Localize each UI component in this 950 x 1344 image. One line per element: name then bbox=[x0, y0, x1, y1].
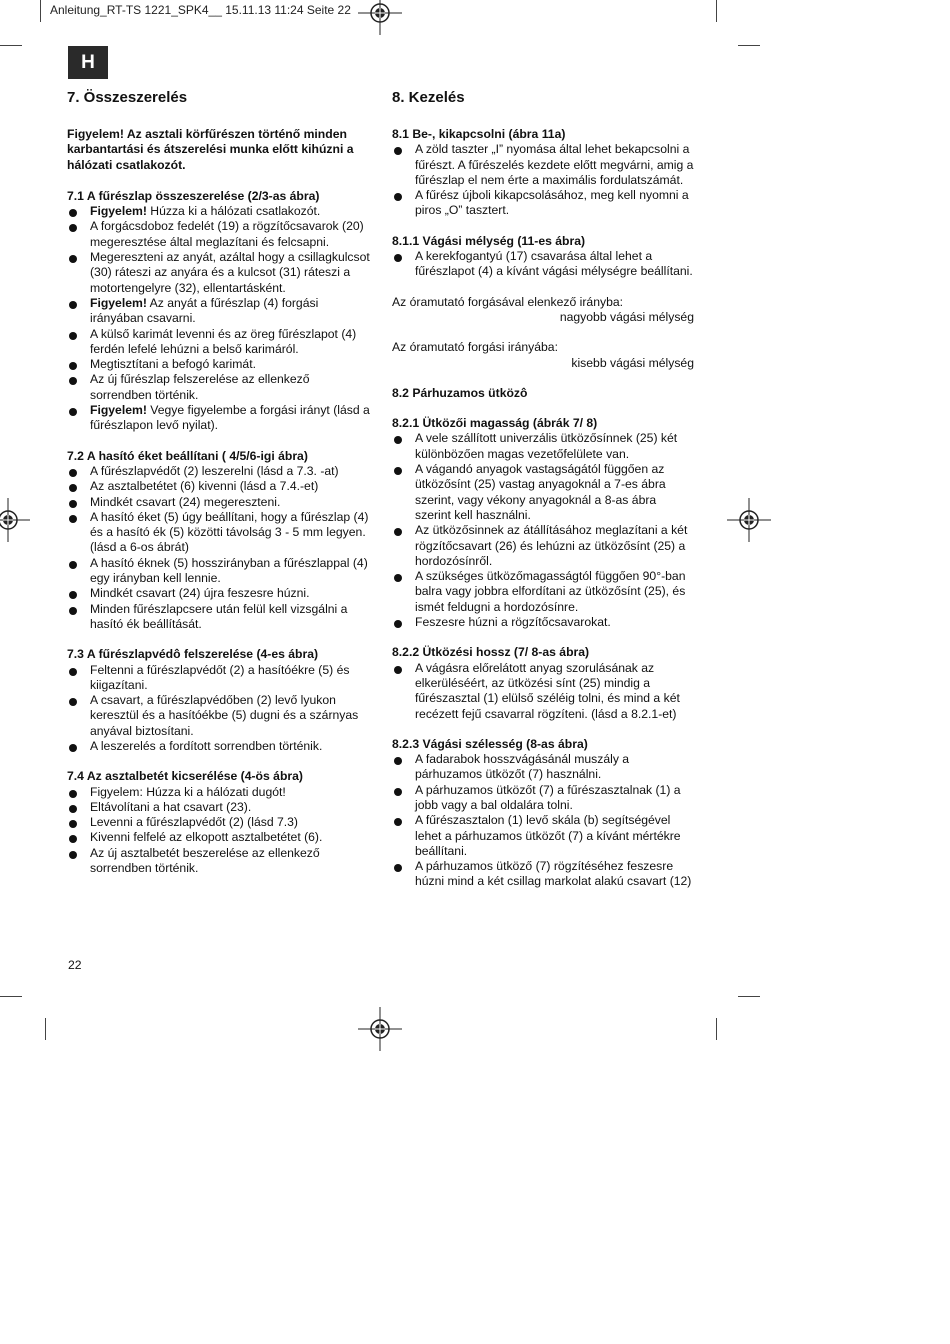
bullet-icon bbox=[69, 805, 77, 813]
bullet-icon bbox=[394, 788, 402, 796]
bullet-icon bbox=[69, 744, 77, 752]
item-text: A leszerelés a fordított sorrendben történik. bbox=[90, 738, 323, 753]
item-text: A zöld taszter „I” nyomása által lehet bekapcsolni a fűrészt. A fűrészelés kezdete előtt megvárni, amig a fűrészlap el nem érte a maximális fordulatszámát. bbox=[415, 142, 694, 187]
bullet-icon bbox=[394, 818, 402, 826]
crop-mark bbox=[716, 0, 717, 22]
bullet-icon bbox=[69, 790, 77, 798]
item-text: A hasító éket (5) úgy beállítani, hogy a fűrészlap (4) és a hasító ék (5) közötti távolság 3 - 5 mm legyen. (lásd a 6-os ábrát) bbox=[90, 509, 369, 555]
safety-warning: Figyelem! Az asztali körfűrészen történő minden karbantartási és átszerelési munka előtt kihúzni a hálózati csatlakozót. bbox=[67, 127, 354, 172]
bullet-list-8-2-2 bbox=[392, 661, 694, 722]
bullet-icon bbox=[394, 147, 402, 155]
emphasis-text: Figyelem! bbox=[90, 204, 147, 219]
list-item bbox=[67, 800, 372, 815]
item-text: Megtisztítani a befogó karimát. bbox=[90, 357, 256, 372]
bullet-icon bbox=[69, 209, 77, 217]
list-item bbox=[392, 661, 694, 722]
bullet-list-7-4 bbox=[67, 785, 372, 877]
page-number: 22 bbox=[68, 958, 82, 972]
crop-mark bbox=[738, 996, 760, 997]
bullet-icon bbox=[69, 591, 77, 599]
section-heading-8: 8. Kezelés bbox=[392, 89, 465, 106]
bullet-list-7-1 bbox=[67, 204, 372, 433]
bullet-icon bbox=[69, 668, 77, 676]
list-item bbox=[67, 464, 372, 479]
subsection-title-8-1: 8.1 Be-, kikapcsolni (ábra 11a) bbox=[392, 127, 566, 141]
bullet-icon bbox=[394, 254, 402, 262]
bullet-icon bbox=[69, 408, 77, 416]
item-text: A vele szállított univerzális ütközősínnek (25) két különbözően magas vezetőfelülete van. bbox=[415, 431, 678, 461]
item-text: A kerekfogantyú (17) csavarása által lehet a fűrészlapot (4) a kívánt vágási mélységre beállítani. bbox=[415, 249, 693, 279]
list-item bbox=[67, 296, 372, 327]
list-item bbox=[67, 785, 372, 800]
item-text: Minden fűrészlapcsere után felül kell vizsgálni a hasító ék beállítását. bbox=[90, 601, 348, 631]
registration-mark-icon bbox=[727, 498, 771, 542]
item-text: Az új asztalbetét beszerelése az ellenkező sorrendben történik. bbox=[90, 845, 320, 876]
item-text: Az asztalbetétet (6) kivenni (lásd a 7.4.-et) bbox=[90, 479, 319, 494]
right-column bbox=[392, 89, 694, 890]
item-text: Feltenni a fűrészlapvédőt (2) a hasítóékre (5) és kiigazítani. bbox=[90, 662, 350, 692]
item-text: A hasító éknek (5) hosszirányban a fűrészlappal (4) egy irányban kell lennie. bbox=[90, 555, 368, 586]
list-item bbox=[67, 846, 372, 877]
bullet-icon bbox=[69, 820, 77, 828]
item-text: Eltávolítani a hat csavart (23). bbox=[90, 799, 252, 814]
list-item bbox=[392, 523, 694, 569]
list-item bbox=[67, 830, 372, 845]
list-item bbox=[67, 204, 372, 219]
list-item bbox=[67, 372, 372, 403]
direction-text: Az óramutató forgási irányába: bbox=[392, 340, 558, 355]
list-item bbox=[67, 663, 372, 694]
subsection-title-7-3: 7.3 A fűrészlapvédô felszerelése (4-es ábra) bbox=[67, 647, 319, 662]
item-text: Figyelem: Húzza ki a hálózati dugót! bbox=[90, 784, 286, 799]
bullet-icon bbox=[394, 528, 402, 536]
bullet-list-7-2 bbox=[67, 464, 372, 632]
subsection-title-8-2-1: 8.2.1 Ütközői magasság (ábrák 7/ 8) bbox=[392, 416, 598, 431]
emphasis-text: Figyelem! bbox=[90, 403, 147, 418]
registration-mark-icon bbox=[358, 1007, 402, 1051]
bullet-icon bbox=[394, 467, 402, 475]
list-item bbox=[392, 249, 694, 280]
list-item bbox=[392, 615, 694, 630]
item-text: Feszesre húzni a rögzítőcsavarokat. bbox=[415, 615, 611, 630]
subsection-title-7-4: 7.4 Az asztalbetét kicserélése (4-ös ábra) bbox=[67, 769, 303, 784]
list-item bbox=[67, 586, 372, 601]
bullet-list-8-2-3 bbox=[392, 752, 694, 890]
direction-result: kisebb vágási mélység bbox=[571, 355, 694, 370]
crop-mark bbox=[40, 0, 41, 22]
subsection-title-8-2-3: 8.2.3 Vágási szélesség (8-as ábra) bbox=[392, 736, 588, 751]
bullet-icon bbox=[69, 851, 77, 859]
bullet-icon bbox=[394, 666, 402, 674]
list-item bbox=[67, 403, 372, 434]
bullet-icon bbox=[69, 561, 77, 569]
registration-mark-icon bbox=[0, 498, 30, 542]
bullet-icon bbox=[394, 436, 402, 444]
direction-result: nagyobb vágási mélység bbox=[559, 309, 694, 324]
item-text: Húzza ki a hálózati csatlakozót. bbox=[146, 204, 321, 219]
registration-mark-icon bbox=[358, 0, 402, 35]
list-item bbox=[392, 142, 694, 188]
item-text: Megereszteni az anyát, azáltal hogy a csillagkulcsot (30) ráteszi az anyára és a kulcsot (31) ráteszi a motortengelyre (32), ellentartásként. bbox=[90, 250, 370, 295]
subsection-title-7-1: 7.1 A fűrészlap összeszerelése (2/3-as ábra) bbox=[67, 188, 320, 203]
item-text: A vágásra előrelátott anyag szorulásának az elkerüléséért, az ütközési sínt (25) mindig a fűrészasztal (1) elülső széléig tolni, és mind a két recézett fejű csavarral rögzíteni. (lásd a 8.2.1-et) bbox=[415, 660, 680, 721]
direction-text: Az óramutató forgásával elenkező irányba: bbox=[392, 294, 624, 309]
list-item bbox=[392, 569, 694, 615]
item-text: Vegye figyelembe a forgási irányt (lásd a fűrészlapon levő nyilat). bbox=[90, 403, 370, 433]
list-item bbox=[67, 250, 372, 296]
item-text: A vágandó anyagok vastagságától függően az ütközősínt (25) vastag anyagoknál a 7-es ábra szerint, vagy vékony anyagoknál a 8-as ábra szerint kell használni. bbox=[415, 462, 666, 522]
item-text: A fűrész újboli kikapcsolásához, meg kell nyomni a piros „O” tasztert. bbox=[415, 188, 689, 218]
item-text: A csavart, a fűrészlapvédőben (2) levő lyukon keresztül és a hasítóékbe (5) dugni és a szárnyas anyával biztosítani. bbox=[90, 693, 359, 738]
list-item bbox=[67, 510, 372, 556]
item-text: A fadarabok hosszvágásánál muszály a párhuzamos ütközőt (7) használni. bbox=[415, 752, 630, 782]
bullet-list-7-3 bbox=[67, 663, 372, 755]
list-item bbox=[67, 602, 372, 633]
subsection-title-8-2: 8.2 Párhuzamos ütközô bbox=[392, 385, 528, 400]
bullet-icon bbox=[394, 574, 402, 582]
item-text: Kivenni felfelé az elkopott asztalbetétet (6). bbox=[90, 830, 323, 845]
item-text: A párhuzamos ütközőt (7) a fűrészasztalnak (1) a jobb vagy a bal oldalára tolni. bbox=[415, 782, 681, 812]
list-item bbox=[67, 495, 372, 510]
subsection-title-8-1-1: 8.1.1 Vágási mélység (11-es ábra) bbox=[392, 233, 586, 248]
subsection-title-7-2: 7.2 A hasító éket beállítani ( 4/5/6-igi ábra) bbox=[67, 448, 308, 463]
list-item bbox=[67, 219, 372, 250]
bullet-icon bbox=[69, 469, 77, 477]
bullet-icon bbox=[69, 835, 77, 843]
bullet-icon bbox=[69, 377, 77, 385]
bullet-icon bbox=[69, 332, 77, 340]
item-text: A fűrészasztalon (1) levő skála (b) segítségével lehet a párhuzamos ütközőt (7) a kívánt mértékre beállítani. bbox=[415, 813, 681, 858]
list-item bbox=[67, 693, 372, 739]
list-item bbox=[392, 813, 694, 859]
list-item bbox=[67, 357, 372, 372]
crop-mark bbox=[0, 996, 22, 997]
bullet-icon bbox=[69, 698, 77, 706]
bullet-icon bbox=[69, 255, 77, 263]
list-item bbox=[67, 479, 372, 494]
list-item bbox=[392, 859, 694, 890]
item-text: A külső karimát levenni és az öreg fűrészlapot (4) ferdén lefelé lehúzni a belső karimáról. bbox=[90, 326, 357, 356]
crop-mark bbox=[738, 45, 760, 46]
list-item bbox=[67, 815, 372, 830]
list-item bbox=[392, 462, 694, 523]
item-text: A szükséges ütközőmagasságtól függően 90°-ban balra vagy jobbra elfordítani az ütközősínt (25), és ismét feldugni a hordozósínre. bbox=[415, 569, 686, 614]
list-item bbox=[67, 556, 372, 587]
bullet-icon bbox=[394, 757, 402, 765]
list-item bbox=[392, 188, 694, 219]
printer-slug: Anleitung_RT-TS 1221_SPK4__ 15.11.13 11:24 Seite 22 bbox=[50, 3, 351, 17]
bullet-icon bbox=[69, 500, 77, 508]
bullet-icon bbox=[69, 224, 77, 232]
left-column bbox=[67, 89, 372, 876]
bullet-icon bbox=[394, 193, 402, 201]
language-code-badge: H bbox=[68, 46, 108, 79]
item-text: Levenni a fűrészlapvédőt (2) (lásd 7.3) bbox=[90, 815, 298, 830]
bullet-icon bbox=[69, 301, 77, 309]
crop-mark bbox=[716, 1018, 717, 1040]
bullet-icon bbox=[69, 515, 77, 523]
item-text: A párhuzamos ütköző (7) rögzítéséhez feszesre húzni mind a két csillag markolat alakú csavart (12) bbox=[415, 859, 692, 889]
item-text: Az új fűrészlap felszerelése az ellenkező sorrendben történik. bbox=[90, 372, 310, 402]
bullet-icon bbox=[69, 484, 77, 492]
item-text: Mindkét csavart (24) megereszteni. bbox=[90, 494, 281, 509]
bullet-list-8-2-1 bbox=[392, 431, 694, 630]
subsection-title-8-2-2: 8.2.2 Ütközési hossz (7/ 8-as ábra) bbox=[392, 645, 590, 660]
bullet-icon bbox=[69, 607, 77, 615]
list-item bbox=[392, 431, 694, 462]
bullet-icon bbox=[394, 864, 402, 872]
emphasis-text: Figyelem! bbox=[90, 295, 147, 310]
item-text: A forgácsdoboz fedelét (19) a rögzítőcsavarok (20) megeresztése által meglazítani és felcsapni. bbox=[90, 219, 364, 249]
crop-mark bbox=[45, 1018, 46, 1040]
item-text: Az anyát a fűrészlap (4) forgási irányában csavarni. bbox=[90, 295, 319, 326]
item-text: Az ütközősinnek az átállításához meglazítani a két rögzítőcsavart (26) és lehúzni az ütközősínt (25) a hordozósínről. bbox=[415, 523, 688, 568]
bullet-list-8-1 bbox=[392, 142, 694, 218]
item-text: Mindkét csavart (24) újra feszesre húzni. bbox=[90, 586, 310, 601]
list-item bbox=[392, 752, 694, 783]
item-text: A fűrészlapvédőt (2) leszerelni (lásd a 7.3. -at) bbox=[90, 463, 339, 478]
bullet-icon bbox=[69, 362, 77, 370]
crop-mark bbox=[0, 45, 22, 46]
list-item bbox=[67, 739, 372, 754]
list-item bbox=[67, 327, 372, 358]
bullet-icon bbox=[394, 620, 402, 628]
list-item bbox=[392, 783, 694, 814]
section-heading-7: 7. Összeszerelés bbox=[67, 89, 188, 106]
bullet-list-8-1-1 bbox=[392, 249, 694, 280]
